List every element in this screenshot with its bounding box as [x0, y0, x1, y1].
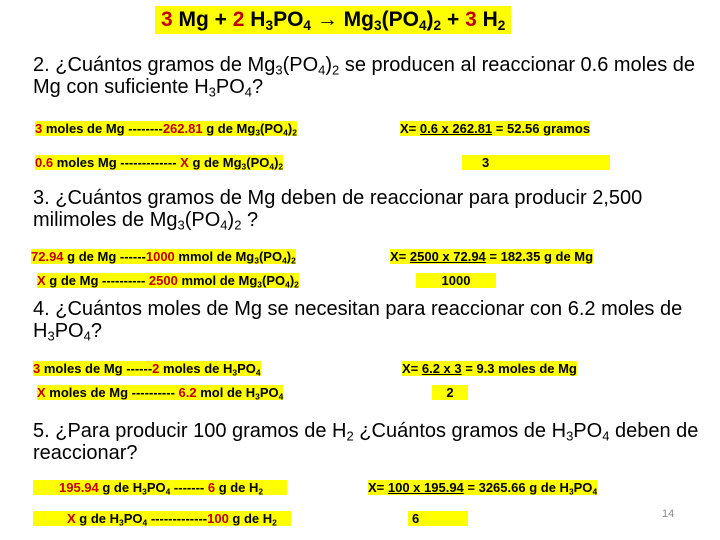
q5-numerator: 100 x 195.94 [387, 480, 464, 495]
page-number: 14 [662, 508, 675, 520]
q3-ratio-row-2: X g de Mg ---------- 2500 mmol de $Mg_3(PO_4)_2$ [37, 273, 299, 290]
q5-ratio-row-2: X g de $H_3PO_4$ -------------100 g de $H_2$ [33, 511, 291, 526]
q3-calculation: X= 2500 x 72.94 = 182.35 g de Mg [390, 249, 594, 264]
question-2: 2. ¿Cuántos gramos de $Mg_3(PO_4)_2$ se producen al reaccionar 0.6 moles de Mg con suficiente $H_3PO_4$? [33, 54, 696, 100]
q3-numerator: 2500 x 72.94 [409, 249, 486, 264]
q5-ratio-row-1: 195.94 g de $H_3PO_4$ ------- 6 g de $H_2$ [33, 480, 287, 495]
reaction-equation: 3 Mg + 2 $H_3PO_4 \to Mg_3(PO_4)_2 + 3$ $H_2$ [155, 6, 511, 34]
q4-calculation: X= 6.2 x 3 = 9.3 moles de Mg [402, 361, 577, 376]
q5-calculation: X= 100 x 195.94 = 3265.66 g de $H_3PO_4$ [368, 480, 598, 497]
q3-ratio-row-1: 72.94 g de Mg ------1000 mmol de $Mg_3(PO_4)_2$ [31, 249, 296, 266]
q5-denominator: 6 [408, 511, 468, 526]
q2-numerator: 0.6 x 262.81 [419, 121, 493, 136]
q4-ratio-row-2: X moles de Mg ---------- 6.2 mol de $H_3PO_4$ [37, 385, 284, 402]
q2-denominator: 3 [462, 155, 610, 170]
q2-calculation: X= 0.6 x 262.81 = 52.56 gramos [400, 121, 591, 136]
q4-ratio-row-1: 3 moles de Mg ------2 moles de $H_3PO_4$ [33, 361, 261, 378]
q2-ratio-row-1: 3 moles de Mg --------262.81 g de $Mg_3(PO_4)_2$ [35, 121, 297, 138]
question-4: 4. ¿Cuántos moles de Mg se necesitan para reaccionar con 6.2 moles de $H_3PO_4$? [33, 298, 683, 344]
q4-denominator: 2 [432, 385, 468, 400]
q3-denominator: 1000 [416, 273, 496, 288]
question-3: 3. ¿Cuántos gramos de Mg deben de reaccionar para producir 2,500 milimoles de $Mg_3(PO_4)_2$ ? [33, 187, 643, 233]
question-5: 5. ¿Para producir 100 gramos de $H_2$ ¿Cuántos gramos de $H_3PO_4$ deben de reaccionar? [33, 420, 699, 464]
q2-ratio-row-2: 0.6 moles Mg ------------- X g de $Mg_3(PO_4)_2$ [35, 155, 284, 172]
q4-numerator: 6.2 x 3 [421, 361, 462, 376]
reaction-arrow: → [311, 8, 344, 31]
